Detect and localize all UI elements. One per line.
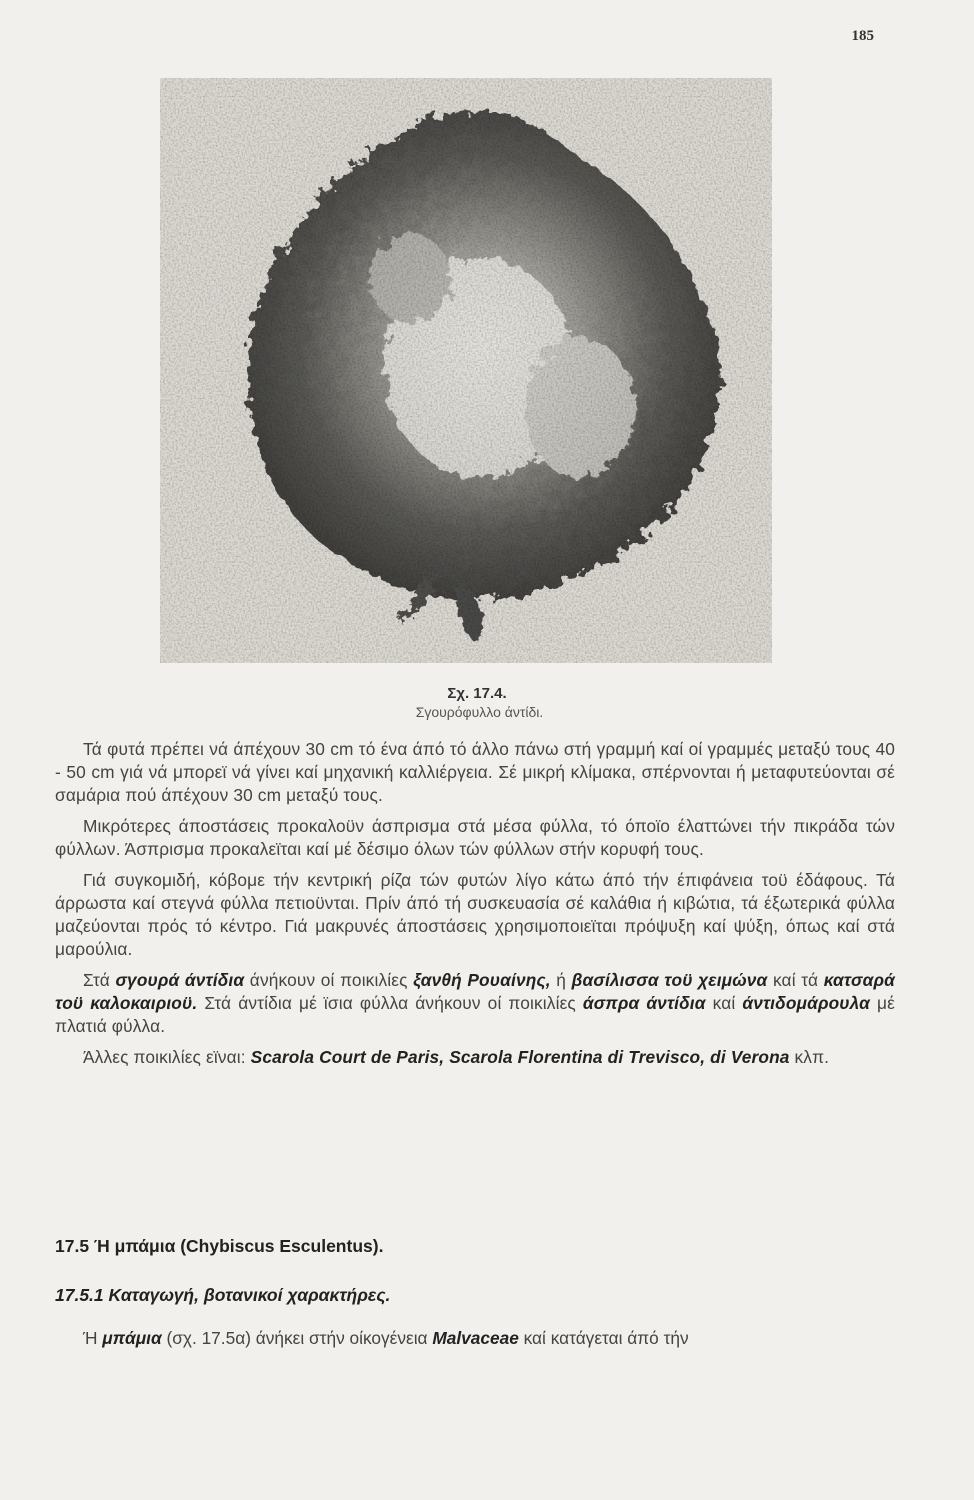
paragraph-other-varieties: Άλλες ποικιλίες εϊναι: Scarola Court de Paris, Scarola Florentina di Trevisco, di Verona κλπ. [83, 1047, 830, 1067]
figure-caption-text: Σγουρόφυλλο άντίδι. [415, 704, 544, 720]
paragraph-okra-intro: Ή μπάμια (σχ. 17.5α) άνήκει στήν οίκογένεια Malvaceae καί κατάγεται άπό τήν [83, 1328, 689, 1348]
paragraph-harvest: Γιά συγκομιδή, κόβομε τήν κεντρική ρίζα τών φυτών λίγο κάτω άπό τήν έπιφάνεια τοϋ έδάφους. Τά άρρωστα καί στεγνά φύλλα πετιοϋνται. Πρίν άπό τή συσκευασία σέ καλάθια ή κιβώτια, τά έξωτερικά φύλλα μαζεύονται πρός τό κέντρο. Γιά μακρυνές άποστάσεις χρησιμοποιεϊται πρόψυξη καί ψύξη, όπως καί στά μαρούλια. [55, 870, 895, 959]
page-number: 185 [851, 28, 874, 44]
figure-caption [0, 684, 974, 722]
subsection-heading: 17.5.1 Καταγωγή, βοτανικοί χαρακτήρες. [55, 1285, 391, 1305]
body-text [55, 738, 895, 1069]
paragraph-blanching: Μικρότερες άποστάσεις προκαλοϋν άσπρισμα στά μέσα φύλλα, τό όποϊο έλαττώνει τήν πικράδα τών φύλλων. Άσπρισμα προκαλεϊται καί μέ δέσιμο όλων τών φύλλων στήν κορυφή τους. [55, 816, 895, 859]
endive-photo [160, 78, 772, 663]
endive-plant-illustration [160, 78, 772, 663]
figure-label: Σχ. 17.4. [447, 685, 507, 702]
paragraph-spacing: Τά φυτά πρέπει νά άπέχουν 30 cm τό ένα άπό τό άλλο πάνω στή γραμμή καί οί γραμμές μεταξύ τους 40 - 50 cm γιά νά μπορεϊ νά γίνει καί μηχανική καλλιέργεια. Σέ μικρή κλίμακα, σπέρνονται ή μεταφυτεύονται σέ σαμάρια πού άπέχουν 30 cm μεταξύ τους. [55, 739, 895, 805]
paragraph-varieties: Στά σγουρά άντίδια άνήκουν οί ποικιλίες ξανθή Ρουαίνης, ή βασίλισσα τοϋ χειμώνα καί τά κατσαρά τοϋ καλοκαιριοϋ. Στά άντίδια μέ ϊσια φύλλα άνήκουν οί ποικιλίες άσπρα άντίδια καί άντιδομάρουλα μέ πλατιά φύλλα. [55, 970, 896, 1036]
section-heading: 17.5 Ή μπάμια (Chybiscus Esculentus). [55, 1236, 384, 1256]
